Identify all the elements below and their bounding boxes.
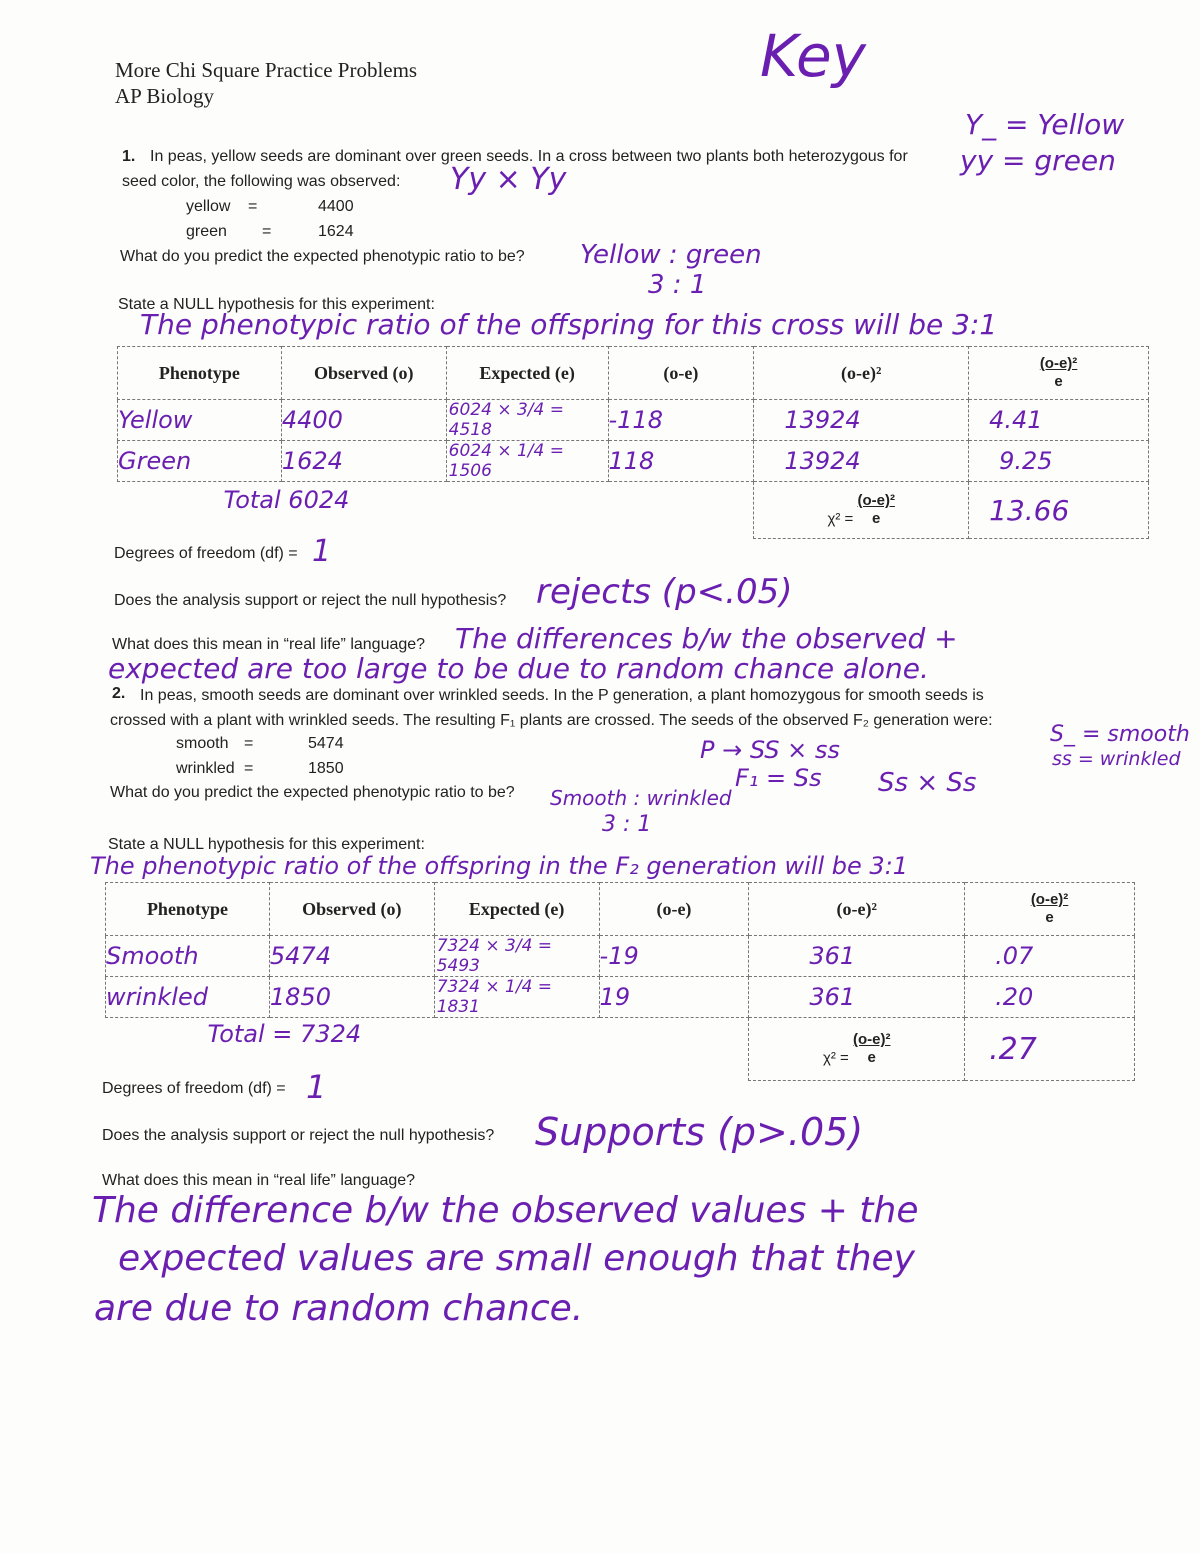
p1-row1-expected: 6024 × 3/4 = 4518 — [446, 400, 608, 441]
p2-row1-ratio: .07 — [965, 936, 1135, 977]
key-annotation: Key — [760, 22, 866, 90]
p2-support-answer: Supports (p>.05) — [535, 1110, 864, 1154]
p1-real-life-question: What does this mean in “real life” language? — [112, 636, 426, 653]
p2-row1-phenotype: Smooth — [106, 936, 270, 977]
p1-support-answer: rejects (p<.05) — [536, 572, 793, 612]
p2-row1-squared: 361 — [749, 936, 965, 977]
p2-cross-p: P → SS × ss — [700, 736, 840, 764]
p1-header-squared: (o-e)² — [754, 347, 969, 400]
p2-smooth-label: smooth — [176, 735, 229, 752]
p2-row2-expected: 7324 × 1/4 = 1831 — [434, 977, 599, 1018]
p2-allele-note-wrinkled: ss = wrinkled — [1052, 748, 1181, 770]
p1-null-prompt: State a NULL hypothesis for this experiment: — [118, 296, 435, 313]
p2-row2-phenotype: wrinkled — [106, 977, 270, 1018]
p1-green-eq: = — [262, 223, 272, 240]
p1-yellow-value: 4400 — [318, 198, 354, 215]
p1-total: Total 6024 — [223, 486, 350, 514]
p2-cross-f1: F₁ = Ss — [735, 764, 822, 792]
p1-row1-observed: 4400 — [281, 400, 446, 441]
allele-note-yellow: Y_ = Yellow — [965, 108, 1125, 141]
p2-ratio-answer-1: Smooth : wrinkled — [550, 786, 732, 810]
p2-row2-observed: 1850 — [269, 977, 434, 1018]
p1-row2-observed: 1624 — [281, 441, 446, 482]
p2-chi-label: χ² = $\frac{\text{(o-e)²}}{e}$ — [749, 1018, 965, 1081]
p2-header-squared: (o-e)² — [749, 883, 965, 936]
p2-df-label: Degrees of freedom (df) = — [102, 1080, 286, 1097]
p1-row2-o-minus-e: 118 — [608, 441, 754, 482]
p2-row1-observed: 5474 — [269, 936, 434, 977]
p2-real-life-answer-3: are due to random chance. — [94, 1288, 584, 1329]
p1-row2-ratio: 9.25 — [969, 441, 1149, 482]
p1-row1-ratio: 4.41 — [969, 400, 1149, 441]
p1-null-answer: The phenotypic ratio of the offspring for this cross will be 3:1 — [140, 308, 998, 341]
p2-row1-expected: 7324 × 3/4 = 5493 — [434, 936, 599, 977]
p2-row2-squared: 361 — [749, 977, 965, 1018]
p2-smooth-value: 5474 — [308, 735, 344, 752]
p1-ratio-question: What do you predict the expected phenotypic ratio to be? — [120, 248, 525, 265]
p2-total: Total = 7324 — [207, 1020, 362, 1048]
p1-header-phenotype: Phenotype — [118, 347, 282, 400]
p1-chi-value: 13.66 — [969, 482, 1149, 539]
problem-2-question-line2: crossed with a plant with wrinkled seeds. The resulting F₁ plants are crossed. The seeds of the observed F₂ generation were: — [110, 712, 993, 729]
p2-header-o-minus-e: (o-e) — [599, 883, 749, 936]
p2-ratio-question: What do you predict the expected phenotypic ratio to be? — [110, 784, 515, 801]
p1-green-label: green — [186, 223, 227, 240]
table-row — [118, 441, 1149, 482]
p1-ratio-answer-1: Yellow : green — [580, 240, 762, 270]
problem-1-question-line1: In peas, yellow seeds are dominant over green seeds. In a cross between two plants both heterozygous for — [150, 148, 908, 165]
p2-real-life-question: What does this mean in “real life” language? — [102, 1172, 416, 1189]
table-row — [106, 936, 1135, 977]
p2-wrinkled-label: wrinkled — [176, 760, 235, 777]
p1-row1-o-minus-e: -118 — [608, 400, 754, 441]
p2-header-expected: Expected (e) — [434, 883, 599, 936]
problem-1-cross: Yy × Yy — [450, 162, 567, 197]
p1-row1-squared: 13924 — [754, 400, 969, 441]
p1-yellow-label: yellow — [186, 198, 231, 215]
p1-row2-expected: 6024 × 1/4 = 1506 — [446, 441, 608, 482]
problem-2-number: 2. — [112, 685, 126, 702]
p1-header-ratio: $\frac{\text{(o-e)²}}{e}$ — [969, 347, 1149, 400]
p1-df-label: Degrees of freedom (df) = — [114, 545, 298, 562]
p1-df-value: 1 — [312, 534, 332, 569]
p2-row2-o-minus-e: 19 — [599, 977, 749, 1018]
p2-ratio-answer-2: 3 : 1 — [602, 812, 652, 837]
p2-chi-value: .27 — [965, 1018, 1135, 1081]
problem-2-question-line1: In peas, smooth seeds are dominant over wrinkled seeds. In the P generation, a plant homozygous for smooth seeds is — [140, 687, 984, 704]
p1-chi-label: χ² = $\frac{\text{(o-e)²}}{e}$ — [754, 482, 969, 539]
p1-real-life-answer-2: expected are too large to be due to random chance alone. — [108, 652, 929, 685]
p2-header-observed: Observed (o) — [269, 883, 434, 936]
p2-smooth-eq: = — [244, 735, 254, 752]
p2-header-ratio: $\frac{\text{(o-e)²}}{e}$ — [965, 883, 1135, 936]
p2-df-value: 1 — [306, 1068, 327, 1106]
p2-null-answer: The phenotypic ratio of the offspring in the F₂ generation will be 3:1 — [90, 852, 909, 880]
problem-1-number: 1. — [122, 148, 136, 165]
p1-green-value: 1624 — [318, 223, 354, 240]
table-row — [106, 977, 1135, 1018]
table-row — [118, 400, 1149, 441]
p2-allele-note-smooth: S_ = smooth — [1050, 722, 1190, 747]
p2-real-life-answer-2: expected values are small enough that they — [118, 1238, 915, 1279]
p2-row2-ratio: .20 — [965, 977, 1135, 1018]
problem-1-question-line2: seed color, the following was observed: — [122, 173, 401, 190]
p2-real-life-answer-1: The difference b/w the observed values + the — [92, 1190, 919, 1231]
allele-note-green: yy = green — [960, 144, 1116, 177]
p2-cross-f1f1: Ss × Ss — [878, 768, 977, 798]
p2-row1-o-minus-e: -19 — [599, 936, 749, 977]
p1-yellow-eq: = — [248, 198, 258, 215]
p1-real-life-answer-1: The differences b/w the observed + — [455, 622, 958, 655]
p1-row1-phenotype: Yellow — [118, 400, 282, 441]
worksheet-title: More Chi Square Practice Problems — [115, 58, 418, 82]
p1-chi-table — [117, 346, 1149, 539]
p1-row2-squared: 13924 — [754, 441, 969, 482]
p2-wrinkled-value: 1850 — [308, 760, 344, 777]
worksheet-subtitle: AP Biology — [115, 84, 214, 108]
p1-header-o-minus-e: (o-e) — [608, 347, 754, 400]
p1-support-question: Does the analysis support or reject the null hypothesis? — [114, 592, 507, 609]
p1-header-observed: Observed (o) — [281, 347, 446, 400]
p2-header-phenotype: Phenotype — [106, 883, 270, 936]
p1-header-expected: Expected (e) — [446, 347, 608, 400]
p1-ratio-answer-2: 3 : 1 — [648, 270, 707, 300]
p2-chi-table — [105, 882, 1135, 1081]
p2-wrinkled-eq: = — [244, 760, 254, 777]
p2-null-prompt: State a NULL hypothesis for this experiment: — [108, 836, 425, 853]
p1-row2-phenotype: Green — [118, 441, 282, 482]
p2-support-question: Does the analysis support or reject the null hypothesis? — [102, 1127, 495, 1144]
